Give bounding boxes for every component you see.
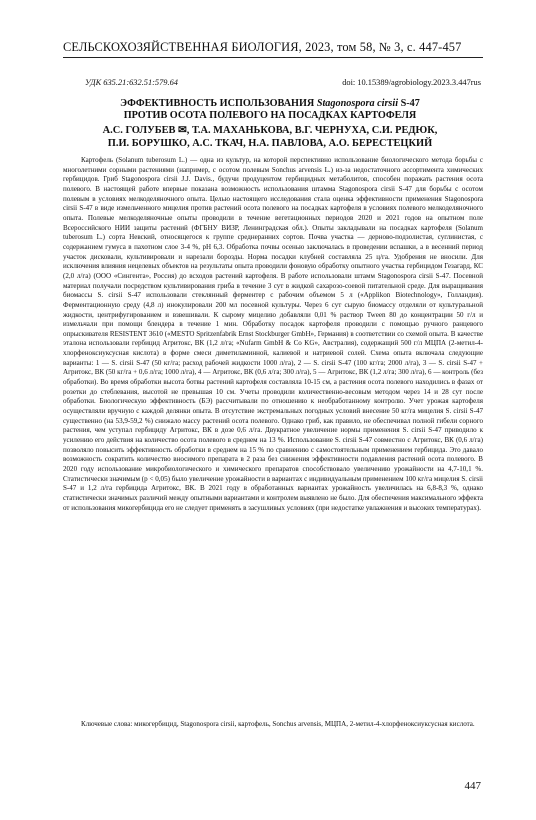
header-rule: [63, 57, 483, 58]
authors-line-2: П.И. БОРУШКО, А.С. ТКАЧ, Н.А. ПАВЛОВА, А.О. БЕРЕСТЕЦКИЙ: [107, 138, 433, 149]
keywords-text: Ключевые слова: микогербицид, Stagonospora cirsii, картофель, Sonchus arvensis, МЦПА, 2-метил-4-хлорфеноксиуксусная кислота.: [81, 720, 475, 728]
abstract: [63, 156, 483, 513]
title-line-2: ПРОТИВ ОСОТА ПОЛЕВОГО НА ПОСАДКАХ КАРТОФЕЛЯ: [123, 110, 417, 121]
running-head: СЕЛЬСКОХОЗЯЙСТВЕННАЯ БИОЛОГИЯ, 2023, том 58, № 3, с. 447-457: [63, 40, 462, 54]
title-species: Stagonospora cirsii: [316, 98, 399, 109]
page-number: 447: [464, 780, 481, 792]
udk-code: УДК 635.21:632.51:579.64: [85, 78, 178, 87]
abstract-text: Картофель (Solanum tuberosum L.) — одна из культур, на которой перспективно использование биологического метода борьбы с многолетними сорными растениями (например, с осотом полевым Sonchus arvensis L.) из-за недостаточного ассортимента химических гербицидов. Гриб Stagonospora cirsii J.J. Davis., будучи продуцентом гербицидных метаболитов, способен поражать растения осота полевого. В настоящей работе впервые показана возможность использования штамма Stagonospora cirsii S-47 для борьбы с осотом полевым в условиях мелкоделяночного опыта. Целью настоящего исследования стала оценка эффективности применения Stagonospora cirsii S-47 в виде измельченного мицелия против растений осота полевого на посадках картофеля в условиях полевого мелкоделяночного опыта. Полевые мелкоделяночные опыты проводили в течение вегетационных периодов 2020 и 2021 годов на опытном поле Всероссийского НИИ защиты растений (ФГБНУ ВИЗР, Ленинградская обл.). Опыты закладывали на посадках картофеля (Solanum tuberosum L.) сорта Невский, относящегося к группе среднеранних сортов. Почва участка — дерново-подзолистая, суглинистая, с содержанием гумуса в пахотном слое 3-4 %, рН 6,3. Обработка почвы осенью заключалась в проведении вспашки, а в весенний период участок дисковали, культивировали и нарезали борозды. Норма посадки клубней составляла 25 ц/га. Удобрения не вносили. Для исключения влияния нецелевых объектов на результаты опыта проводили фоновую обработку опытного участка гербицидом Гезагард, КС (2,0 л/га) (ООО «Сингента», Россия) до всходов растений картофеля. В работе использовали штамм Stagonospora cirsii S-47. Посевной материал получали посредством культивирования гриба в течение 3 сут в жидкой сахарозо-соевой питательной среде. Для выращивания биомассы S. cirsii S-47 использовали стеклянный ферментер с рабочим объемом 5 л («Applikon Biotechnology», Голландия). Ферментационную среду (4,8 л) инокулировали 200 мл посевной культуры. Через 6 сут сырую биомассу отделяли от культуральной жидкости, центрифугированием и взвешивали. К сырому мицелию добавляли 0,01 % раствор Tween 80 до концентрации 50 г/л и измельчали при помощи блендера в течение 1 мин. Обработку посадок картофеля проводили с помощью ручного ранцевого опрыскивателя RESISTENT 3610 («MESTO Spritzenfabrik Ernst Stockburger GmbH», Германия) в соответствии со схемой опыта. В качестве эталона использовали гербицид Агритокс, ВК (1,2 л/га; «Nufarm GmbH & Co KG», Австралия), содержащий 500 г/л МЦПА (2-метил-4-хлорфеноксиуксусная кислота) в форме смеси диметиламинной, калиевой и натриевой солей. Схема опыта включала следующие варианты: 1 — S. cirsii S-47 (50 кг/га; расход рабочей жидкости 1000 л/га), 2 — S. cirsii S-47 (100 кг/га; 2000 л/га), 3 — S. cirsii S-47 + Агритокс, ВК (50 кг/га + 0,6 л/га; 1000 л/га), 4 — Агритокс, ВК (0,6 л/га; 300 л/га), 5 — Агритокс, ВК (1,2 л/га; 300 л/га), 6 — контроль (без обработки). Во время обработки высота ботвы растений картофеля составляла 10-15 см, а растения осота полевого находились в фазах от розетки до стеблевания, высотой не превышая 10 см. Учеты проводили количественно-весовым методом через 14 и 28 сут после обработки. Биологическую эффективность (БЭ) рассчитывали по отношению к необработанному контролю. Учет урожая картофеля осуществляли вручную с каждой делянки опыта. В отсутствие экстремальных погодных условий внесение 50 кг/га мицелия S. cirsii S-47 существенно (на 53,9-59,2 %) снижало массу растений осота полевого. Однако гриб, как правило, не обеспечивал полной гибели сорного растения, чем уступал гербициду Агритокс, ВК в дозе 0,6 л/га. Двукратное увеличение нормы применения S. cirsii S-47 приводило к усилению его действия на количество осота полевого в среднем на 13 %. Использование S. cirsii S-47 совместно с Агритокс, ВК (0,6 л/га) позволяло повысить эффективность обработки в среднем на 15 % по сравнению с самостоятельным применением гербицида. Это давало возможность сократить количество вносимого препарата в 2 раза без снижения эффективности подавления растений осота полевого. В 2020 году использование микробиологического и химического препаратов способствовало увеличению урожайности на 4,7-10,1 %. Статистически значимым (р < 0,05) было увеличение урожайности в вариантах с индивидуальным применением 100 кг/га мицелия S. cirsii S-47 и 1,2 л/га гербицида Агритокс, ВК. В 2021 году в обработанных вариантах урожайность увеличилась на 6,8-8,3 %, однако статистически значимых различий между опытными вариантами и контролем выявлено не было. Для обеспечения максимального эффекта от использования микогербицида его не следует применять в засушливых условиях (при недостатке увлажнения и высоких температурах).: [63, 156, 483, 512]
title-part: ЭФФЕКТИВНОСТЬ ИСПОЛЬЗОВАНИЯ: [120, 98, 317, 109]
title-strain: S-47: [398, 98, 420, 109]
authors: [70, 124, 470, 150]
article-title: [70, 98, 470, 122]
doi: doi: 10.15389/agrobiology.2023.3.447rus: [342, 78, 481, 87]
authors-line-1: А.С. ГОЛУБЕВ ✉, Т.А. МАХАНЬКОВА, В.Г. ЧЕРНУХА, С.И. РЕДЮК,: [102, 125, 438, 136]
keywords: [63, 720, 483, 730]
